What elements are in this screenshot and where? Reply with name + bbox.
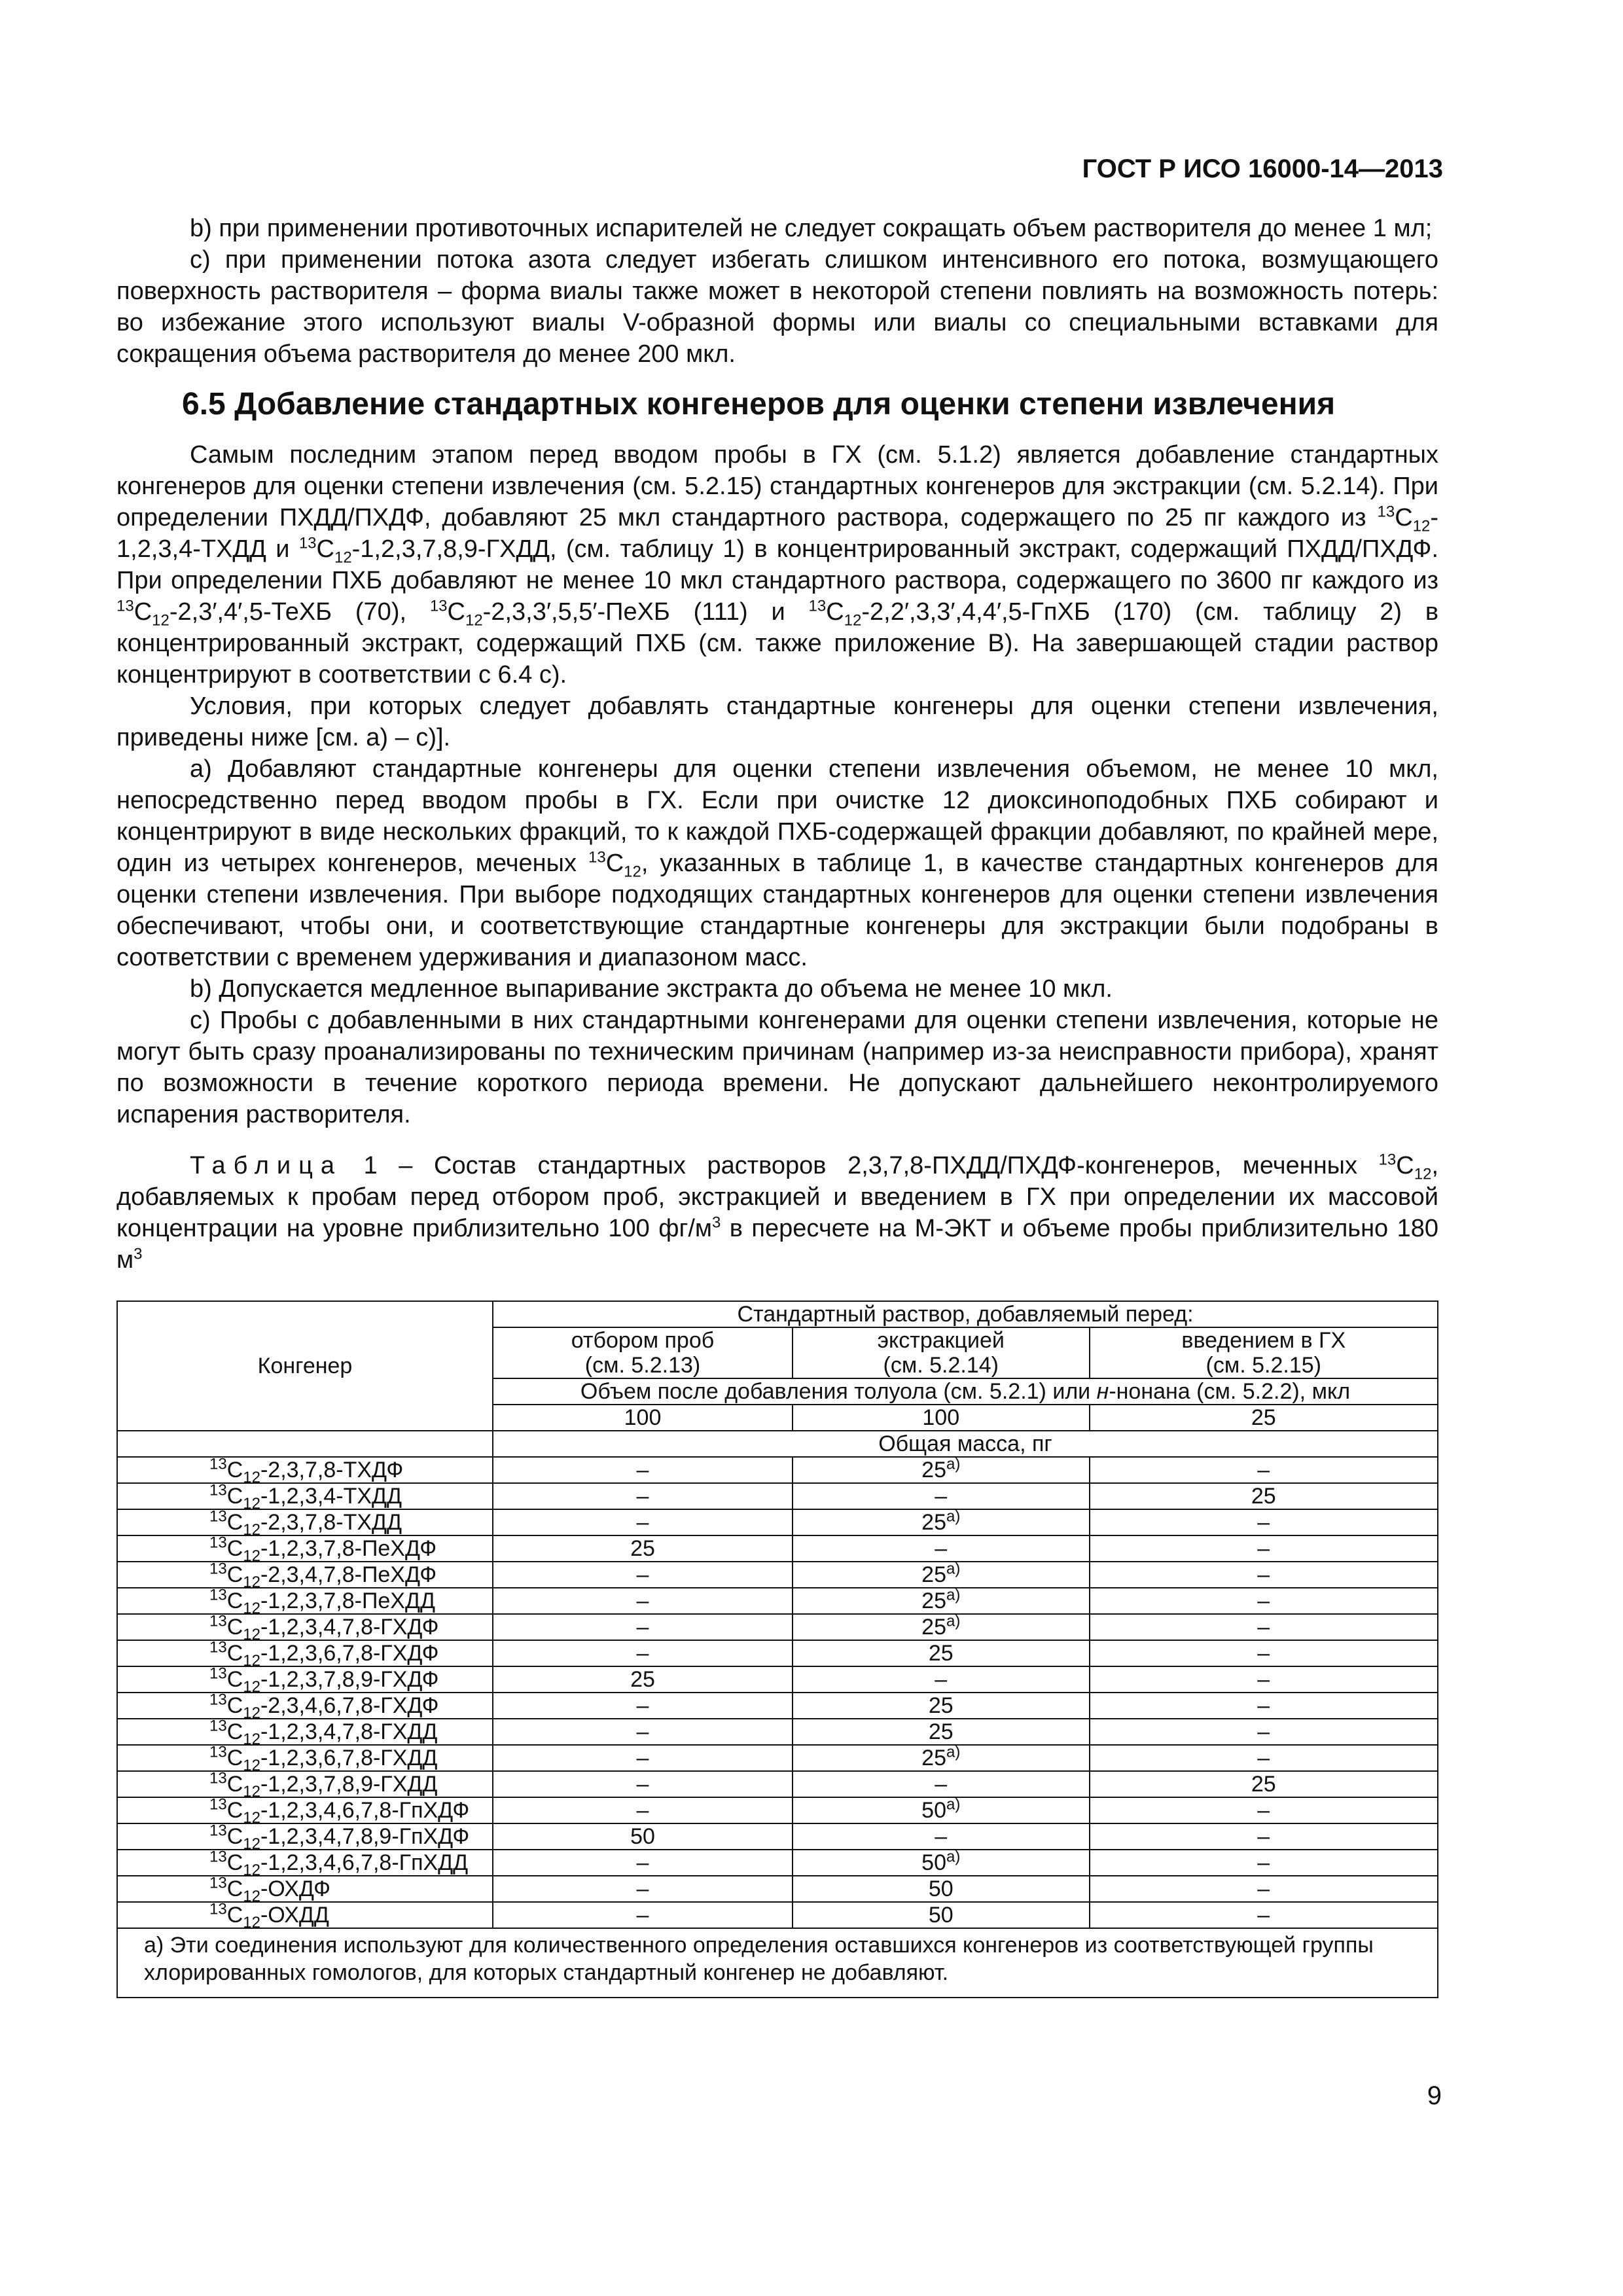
value-cell-2: $25^{а)}$ <box>793 1509 1090 1535</box>
standards-table <box>116 1300 1438 1998</box>
section-title: 6.5 Добавление стандартных конгенеров для оценки степени извлечения <box>182 387 1336 422</box>
value-cell-3: – <box>1090 1535 1438 1562</box>
value-cell-3: – <box>1090 1457 1438 1483</box>
table-row <box>117 1719 1438 1745</box>
congener-name: $^{13}С_{12}-1,2,3,4,7,8,9$-ГпХДФ <box>117 1823 493 1850</box>
value-cell-2: $25^{а)}$ <box>793 1457 1090 1483</box>
value-cell-3: – <box>1090 1745 1438 1771</box>
table-row <box>117 1823 1438 1850</box>
value-cell-1: – <box>493 1876 793 1902</box>
value-cell-3: – <box>1090 1823 1438 1850</box>
value-cell-2: 25 <box>793 1719 1090 1745</box>
value-cell-2: $25^{а)}$ <box>793 1562 1090 1588</box>
value-cell-3: – <box>1090 1614 1438 1640</box>
congener-name: $^{13}С_{12}$-ОХДФ <box>117 1876 493 1902</box>
value-cell-3: – <box>1090 1509 1438 1535</box>
value-cell-1: 25 <box>493 1666 793 1693</box>
value-cell-2: $25^{а)}$ <box>793 1614 1090 1640</box>
congener-name: $^{13}С_{12}$-ОХДД <box>117 1902 493 1928</box>
congener-name: $^{13}С_{12}-2,3,4,6,7,8$-ГХДФ <box>117 1693 493 1719</box>
volume-2: 100 <box>793 1405 1090 1431</box>
congener-name: $^{13}С_{12}-1,2,3,6,7,8$-ГХДД <box>117 1745 493 1771</box>
value-cell-2: $25^{а)}$ <box>793 1745 1090 1771</box>
page-content <box>116 213 1438 1998</box>
value-cell-3: – <box>1090 1719 1438 1745</box>
value-cell-2: – <box>793 1666 1090 1693</box>
item-c-nitrogen: c) при применении потока азота следует избегать слишком интенсивного его потока, возмущающего поверхность растворителя – форма виалы также может в некоторой степени повлиять на возможность потерь: во избежание этого используют виалы V-образной формы или виалы со специальными вставками для сокращения объема растворителя до менее 200 мкл. <box>116 246 1438 368</box>
value-cell-1: – <box>493 1902 793 1928</box>
value-cell-3: 25 <box>1090 1771 1438 1797</box>
header-congener: Конгенер <box>117 1301 493 1431</box>
value-cell-3: – <box>1090 1666 1438 1693</box>
congener-name: $^{13}С_{12}-1,2,3,4$-ТХДД <box>117 1483 493 1509</box>
table-row <box>117 1457 1438 1483</box>
congener-name: $^{13}С_{12}-1,2,3,7,8$-ПеХДД <box>117 1588 493 1614</box>
value-cell-1: – <box>493 1509 793 1535</box>
value-cell-2: $25^{а)}$ <box>793 1588 1090 1614</box>
table-row <box>117 1588 1438 1614</box>
congener-name: $^{13}С_{12}-1,2,3,7,8,9$-ГХДФ <box>117 1666 493 1693</box>
congener-name: $^{13}С_{12}-2,3,7,8$-ТХДД <box>117 1509 493 1535</box>
value-cell-1: – <box>493 1693 793 1719</box>
section-paragraph-1: Самым последним этапом перед вводом пробы в ГХ (см. 5.1.2) является добавление стандартных конгенеров для оценки степени извлечения (см. 5.2.15) стандартных конгенеров для экстракции (см. 5.2.14). При определении ПХДД/ПХДФ, добавляют 25 мкл стандартного раствора, содержащего по 25 пг каждого из $^{13}С_{12}-1,2,3,4$-ТХДД и $^{13}С_{12}-1,2,3,7,8,9$-ГХДД, (см. таблицу 1) в концентрированный экстракт, содержащий ПХДД/ПХДФ. При определении ПХБ добавляют не менее 10 мкл стандартного раствора, содержащего по 3600 пг каждого из $^{13}С_{12}-2,3',4',5$-ТеХБ (70), $^{13}С_{12}-2,3,3',5,5'$-ПеХБ (111) и $^{13}С_{12}-2,2',3,3',4,4',5$-ГпХБ (170) (см. таблицу 2) в концентрированный экстракт, содержащий ПХБ (см. также приложение В). На завершающей стадии раствор концентрируют в соответствии с 6.4 с). <box>116 441 1439 689</box>
value-cell-1: – <box>493 1771 793 1797</box>
header-sampling: отбором проб (см. 5.2.13) <box>493 1327 793 1378</box>
congener-name: $^{13}С_{12}-1,2,3,4,6,7,8$-ГпХДД <box>117 1850 493 1876</box>
value-cell-2: – <box>793 1483 1090 1509</box>
value-cell-3: – <box>1090 1850 1438 1876</box>
congener-name: $^{13}С_{12}-2,3,4,7,8$-ПеХДФ <box>117 1562 493 1588</box>
standard-header: ГОСТ Р ИСО 16000-14—2013 <box>1082 154 1443 183</box>
table-footnote: а) Эти соединения используют для количественного определения оставшихся конгенеров из соответствующей группы хлорированных гомологов, для которых стандартный конгенер не добавляют. <box>117 1928 1438 1998</box>
table-row <box>117 1483 1438 1509</box>
mass-label: Общая масса, пг <box>493 1431 1438 1457</box>
value-cell-1: – <box>493 1562 793 1588</box>
congener-name: $^{13}С_{12}-1,2,3,4,7,8$-ГХДД <box>117 1719 493 1745</box>
table-row <box>117 1666 1438 1693</box>
header-extraction: экстракцией (см. 5.2.14) <box>793 1327 1090 1378</box>
table-row <box>117 1876 1438 1902</box>
value-cell-3: – <box>1090 1562 1438 1588</box>
table-row <box>117 1797 1438 1823</box>
value-cell-3: – <box>1090 1693 1438 1719</box>
condition-b: b) Допускается медленное выпаривание экстракта до объема не менее 10 мкл. <box>190 975 1113 1003</box>
value-cell-1: 50 <box>493 1823 793 1850</box>
congener-name: $^{13}С_{12}-1,2,3,7,8,9$-ГХДД <box>117 1771 493 1797</box>
table-row <box>117 1902 1438 1928</box>
value-cell-1: – <box>493 1483 793 1509</box>
table-row <box>117 1771 1438 1797</box>
congener-name: $^{13}С_{12}-2,3,7,8$-ТХДФ <box>117 1457 493 1483</box>
value-cell-1: – <box>493 1850 793 1876</box>
congener-name: $^{13}С_{12}-1,2,3,6,7,8$-ГХДФ <box>117 1640 493 1666</box>
table-row <box>117 1850 1438 1876</box>
value-cell-3: – <box>1090 1876 1438 1902</box>
table-row <box>117 1535 1438 1562</box>
value-cell-2: 25 <box>793 1693 1090 1719</box>
value-cell-2: – <box>793 1771 1090 1797</box>
value-cell-2: – <box>793 1823 1090 1850</box>
value-cell-3: 25 <box>1090 1483 1438 1509</box>
page-number: 9 <box>1427 2081 1442 2110</box>
value-cell-2: 50 <box>793 1876 1090 1902</box>
table-row <box>117 1614 1438 1640</box>
value-cell-3: – <box>1090 1902 1438 1928</box>
condition-c: c) Пробы с добавленными в них стандартными конгенерами для оценки степени извлечения, которые не могут быть сразу проанализированы по техническим причинам (например из-за неисправности прибора), хранят по возможности в течение короткого периода времени. Не допускают дальнейшего неконтролируемого испарения растворителя. <box>116 1007 1438 1128</box>
section-paragraph-2: Условия, при которых следует добавлять стандартные конгенеры для оценки степени извлечения, приведены ниже [см. а) – с)]. <box>116 692 1438 751</box>
volume-3: 25 <box>1090 1405 1438 1431</box>
value-cell-2: 25 <box>793 1640 1090 1666</box>
value-cell-2: – <box>793 1535 1090 1562</box>
value-cell-1: – <box>493 1797 793 1823</box>
condition-a: а) Добавляют стандартные конгенеры для оценки степени извлечения объемом, не менее 10 мкл, непосредственно перед вводом пробы в ГХ. Если при очистке 12 диоксиноподобных ПХБ собирают и концентрируют в виде нескольких фракций, то к каждой ПХБ-содержащей фракции добавляют, по крайней мере, один из четырех конгенеров, меченых $^{13}С_{12}$, указанных в таблице 1, в качестве стандартных конгенеров для оценки степени извлечения. При выборе подходящих стандартных конгенеров для оценки степени извлечения обеспечивают, чтобы они, и соответствующие стандартные конгенеры для экстракции были подобраны в соответствии с временем удерживания и диапазоном масс. <box>116 755 1438 971</box>
value-cell-1: – <box>493 1614 793 1640</box>
header-group: Стандартный раствор, добавляемый перед: <box>493 1301 1438 1327</box>
congener-name: $^{13}С_{12}-1,2,3,7,8$-ПеХДФ <box>117 1535 493 1562</box>
header-injection: введением в ГХ (см. 5.2.15) <box>1090 1327 1438 1378</box>
value-cell-2: $50^{а)}$ <box>793 1797 1090 1823</box>
table-row <box>117 1693 1438 1719</box>
congener-name: $^{13}С_{12}-1,2,3,4,6,7,8$-ГпХДФ <box>117 1797 493 1823</box>
value-cell-3: – <box>1090 1588 1438 1614</box>
value-cell-2: 50 <box>793 1902 1090 1928</box>
value-cell-1: – <box>493 1457 793 1483</box>
table-row <box>117 1509 1438 1535</box>
value-cell-1: – <box>493 1745 793 1771</box>
item-b-evaporators: b) при применении противоточных испарителей не следует сокращать объем растворителя до менее 1 мл; <box>190 215 1433 242</box>
table-caption: Таблица 1 – Состав стандартных растворов 2,3,7,8-ПХДД/ПХДФ-конгенеров, меченных $^{13}С_{12}$, добавляемых к пробам перед отбором проб, экстракцией и введением в ГХ при определении их массовой концентрации на уровне приблизительно 100 $фг/м^3$ в пересчете на М-ЭКТ и объеме пробы приблизительно 180 $м^3$ <box>116 1151 1438 1274</box>
value-cell-3: – <box>1090 1797 1438 1823</box>
header-volume: Объем после добавления толуола (см. 5.2.1) или н-нонана (см. 5.2.2), мкл <box>493 1378 1438 1405</box>
value-cell-3: – <box>1090 1640 1438 1666</box>
value-cell-1: – <box>493 1719 793 1745</box>
table-row <box>117 1562 1438 1588</box>
volume-1: 100 <box>493 1405 793 1431</box>
table-row <box>117 1640 1438 1666</box>
table-row <box>117 1745 1438 1771</box>
value-cell-1: 25 <box>493 1535 793 1562</box>
value-cell-1: – <box>493 1588 793 1614</box>
congener-name: $^{13}С_{12}-1,2,3,4,7,8$-ГХДФ <box>117 1614 493 1640</box>
value-cell-2: $50^{а)}$ <box>793 1850 1090 1876</box>
value-cell-1: – <box>493 1640 793 1666</box>
